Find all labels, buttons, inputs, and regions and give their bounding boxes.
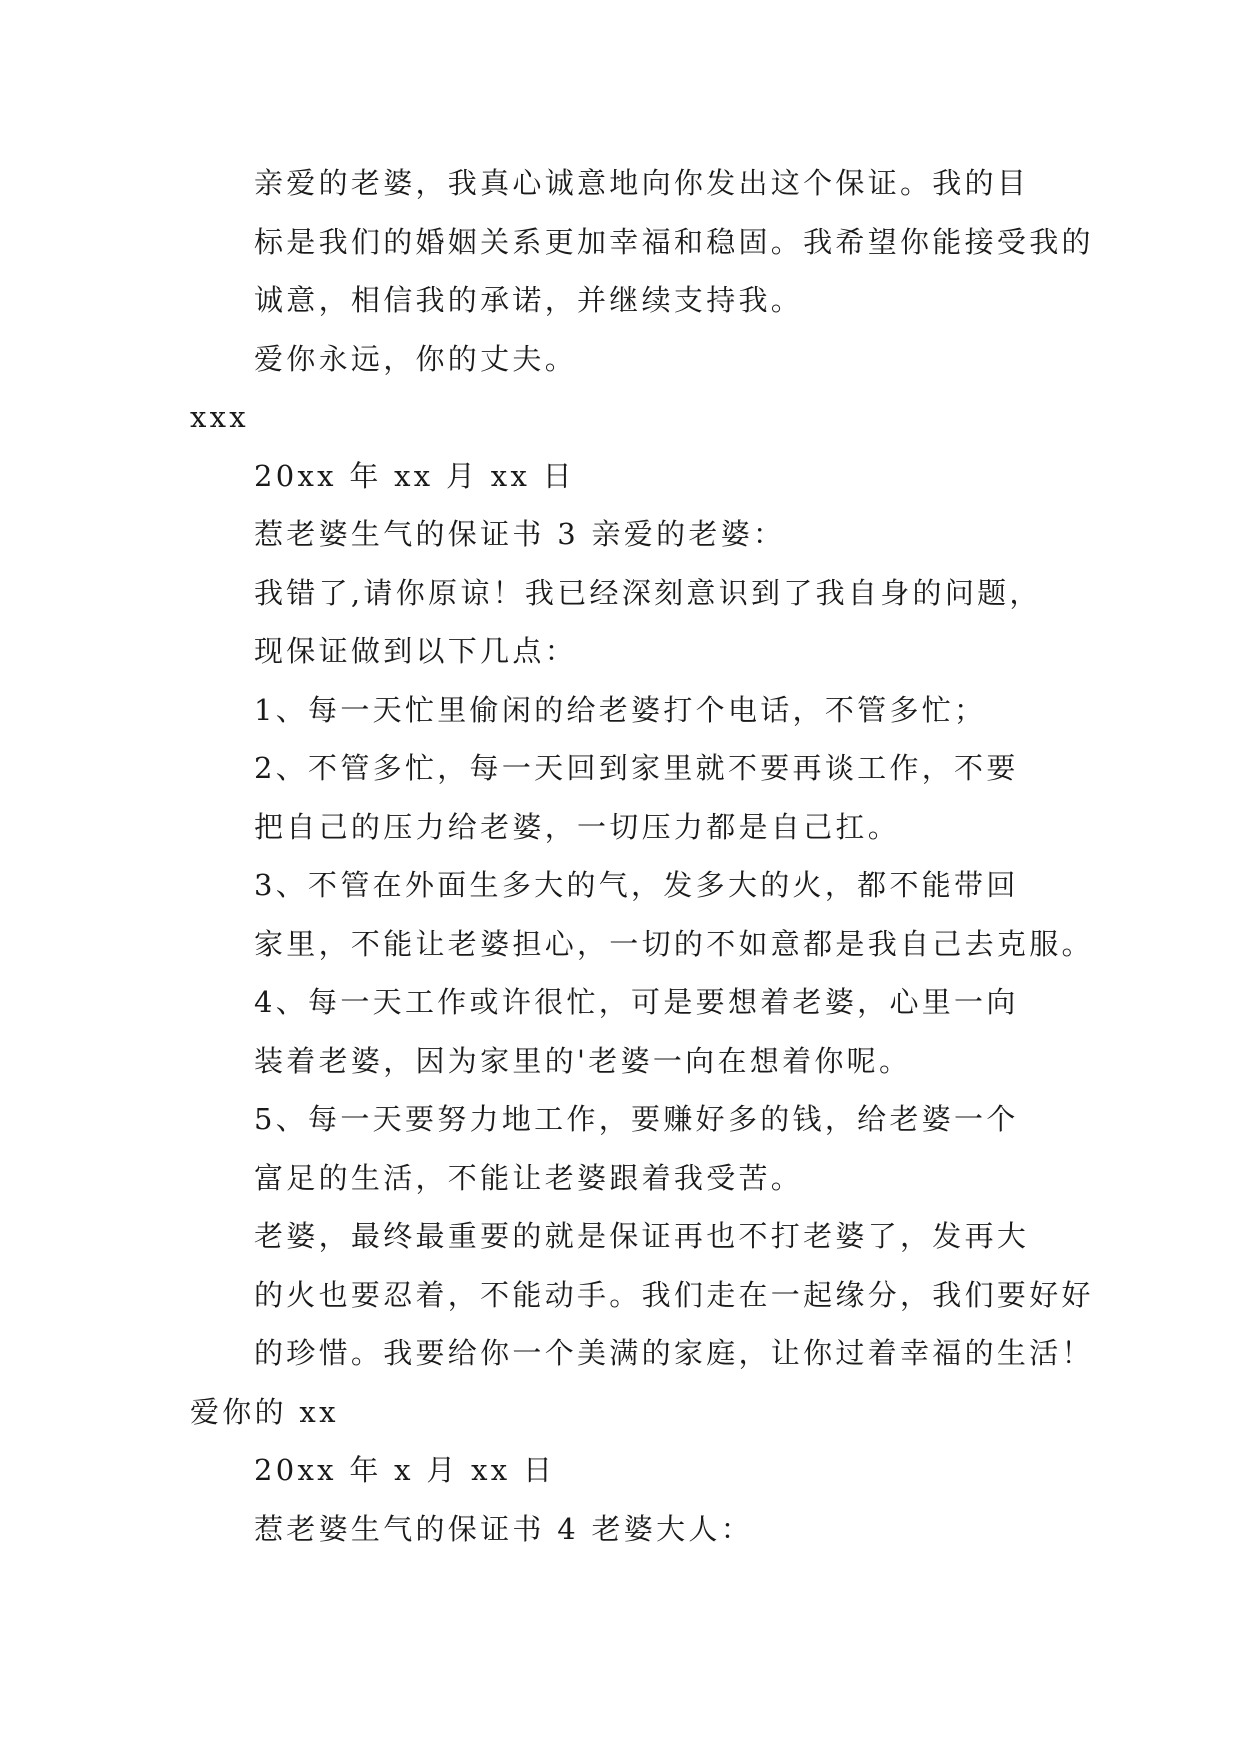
text-line: xxx [190, 400, 249, 434]
text-line: 20xx 年 x 月 xx 日 [254, 1453, 556, 1487]
paragraph-promise-closing [190, 154, 1094, 330]
text-line: 装着老婆，因为家里的'老婆一向在想着你呢。 [254, 1043, 912, 1078]
text-line: 4、每一天工作或许很忙，可是要想着老婆，心里一向 [254, 985, 1019, 1019]
text-line: 富足的生活，不能让老婆跟着我受苦。 [254, 1160, 804, 1195]
section-heading-4 [190, 1500, 1056, 1559]
text-line: 5、每一天要努力地工作，要赚好多的钱，给老婆一个 [254, 1102, 1019, 1136]
text-line: 爱你永远，你的丈夫。 [254, 341, 578, 376]
text-line: 标是我们的婚姻关系更加幸福和稳固。我希望你能接受我的 [254, 224, 1094, 259]
text-line: 惹老婆生气的保证书 3 亲爱的老婆： [254, 517, 786, 551]
signature-line [190, 1383, 1056, 1442]
text-line: 的珍惜。我要给你一个美满的家庭，让你过着幸福的生活！ [254, 1336, 1094, 1370]
paragraph-apology [190, 564, 1056, 681]
date-line [190, 1441, 1056, 1500]
document-body [190, 154, 1094, 1558]
list-item-4 [190, 973, 1056, 1090]
text-line: 亲爱的老婆，我真心诚意地向你发出这个保证。我的目 [254, 166, 1030, 200]
text-line: 把自己的压力给老婆，一切压力都是自己扛。 [254, 809, 901, 844]
text-line: 3、不管在外面生多大的气，发多大的火，都不能带回 [254, 868, 1019, 902]
text-line: 爱你的 xx [190, 1394, 339, 1429]
text-line: 的火也要忍着，不能动手。我们走在一起缘分，我们要好好 [254, 1277, 1094, 1312]
text-line: 家里，不能让老婆担心，一切的不如意都是我自己去克服。 [254, 926, 1094, 961]
text-line: 1、每一天忙里偷闲的给老婆打个电话，不管多忙； [254, 692, 987, 727]
text-line: 惹老婆生气的保证书 4 老婆大人： [254, 1511, 753, 1546]
paragraph-sign-off [190, 330, 1056, 389]
text-line: 20xx 年 xx 月 xx 日 [254, 458, 575, 493]
text-line: 2、不管多忙，每一天回到家里就不要再谈工作，不要 [254, 751, 1019, 785]
text-line: 现保证做到以下几点： [254, 634, 578, 668]
list-item-5 [190, 1090, 1056, 1207]
signature-name [190, 388, 1056, 447]
list-item-2 [190, 739, 1056, 856]
date-line [190, 447, 1056, 506]
text-line: 诚意，相信我的承诺，并继续支持我。 [254, 283, 804, 317]
list-item-3 [190, 856, 1094, 973]
text-line: 老婆，最终最重要的就是保证再也不打老婆了，发再大 [254, 1219, 1030, 1253]
list-item-1 [190, 681, 1056, 740]
section-heading-3 [190, 505, 1056, 564]
text-line: 我错了,请你原谅！我已经深刻意识到了我自身的问题， [254, 575, 1042, 610]
paragraph-final-promise [190, 1207, 1094, 1383]
